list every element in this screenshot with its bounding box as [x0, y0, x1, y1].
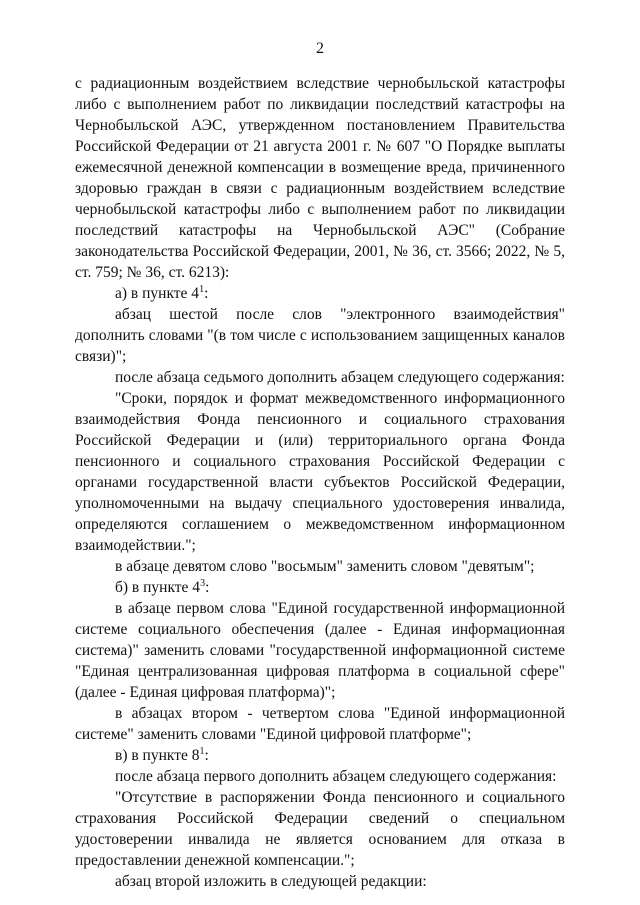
- paragraph-text: в абзаце первом слова "Единой государственной информационной системе социального обеспечения (далее - Единая информационная система)" заменить словами "государственной информационной системе "Единая централизованная цифровая платформа в социальной сфере" (далее - Единая цифровая платформа)";: [75, 600, 565, 701]
- paragraph-suffix: :: [205, 579, 210, 596]
- paragraph-text: в) в пункте 8: [115, 747, 200, 764]
- superscript: 1: [199, 284, 205, 295]
- paragraph-text: "Отсутствие в распоряжении Фонда пенсионного и социального страхования Российской Федерации сведений о специальном удостоверении инвалида не является основанием для отказа в предоставлении денежной компенсации.";: [75, 789, 565, 869]
- paragraph-suffix: :: [204, 285, 209, 302]
- paragraph-5: [75, 388, 565, 556]
- paragraph-text: "Сроки, порядок и формат межведомственного информационного взаимодействия Фонда пенсионного и социального страхования Российской Федерации и (или) территориального органа Фонда пенсионного и социального страхования Российской Федерации с органами государственной власти субъектов Российской Федерации, уполномоченными на выдачу специального удостоверения инвалида, определяются соглашением о межведомственном информационном взаимодействии.";: [75, 390, 565, 554]
- page-number: 2: [316, 40, 324, 57]
- paragraph-6: [75, 556, 565, 577]
- paragraph-text: абзац шестой после слов "электронного взаимодействия" дополнить словами "(в том числе с использованием защищенных каналов связи)";: [75, 306, 565, 365]
- paragraph-text: с радиационным воздействием вследствие чернобыльской катастрофы либо с выполнением работ по ликвидации последствий катастрофы на Чернобыльской АЭС, утвержденном постановлением Правительства Российской Федерации от 21 августа 2001 г. № 607 "О Порядке выплаты ежемесячной денежной компенсации в возмещение вреда, причиненного здоровью граждан в связи с радиационным воздействием вследствие чернобыльской катастрофы либо с выполнением работ по ликвидации последствий катастрофы на Чернобыльской АЭС" (Собрание законодательства Российской Федерации, 2001, № 36, ст. 3566; 2022, № 5, ст. 759; № 36, ст. 6213):: [75, 75, 565, 281]
- paragraph-8: [75, 598, 565, 703]
- paragraph-text: а) в пункте 4: [115, 285, 200, 302]
- paragraph-11: [75, 766, 565, 787]
- paragraph-4: [75, 367, 565, 388]
- document-body: [75, 73, 565, 892]
- paragraph-text: б) в пункте 4: [115, 579, 201, 596]
- paragraph-suffix: :: [204, 747, 209, 764]
- paragraph-1: [75, 73, 565, 283]
- paragraph-2: [75, 283, 565, 304]
- paragraph-text: в абзацах втором - четвертом слова "Единой информационной системе" заменить словами "Единой цифровой платформе";: [75, 705, 565, 743]
- paragraph-text: абзац второй изложить в следующей редакции:: [115, 873, 427, 890]
- superscript: 1: [199, 746, 205, 757]
- paragraph-13: [75, 871, 565, 892]
- paragraph-12: [75, 787, 565, 871]
- paragraph-9: [75, 703, 565, 745]
- paragraph-text: в абзаце девятом слово "восьмым" заменить словом "девятым";: [115, 558, 535, 575]
- paragraph-text: после абзаца седьмого дополнить абзацем следующего содержания:: [115, 369, 565, 386]
- paragraph-3: [75, 304, 565, 367]
- paragraph-7: [75, 577, 565, 598]
- superscript: 3: [200, 578, 206, 589]
- paragraph-10: [75, 745, 565, 766]
- paragraph-text: после абзаца первого дополнить абзацем следующего содержания:: [115, 768, 557, 785]
